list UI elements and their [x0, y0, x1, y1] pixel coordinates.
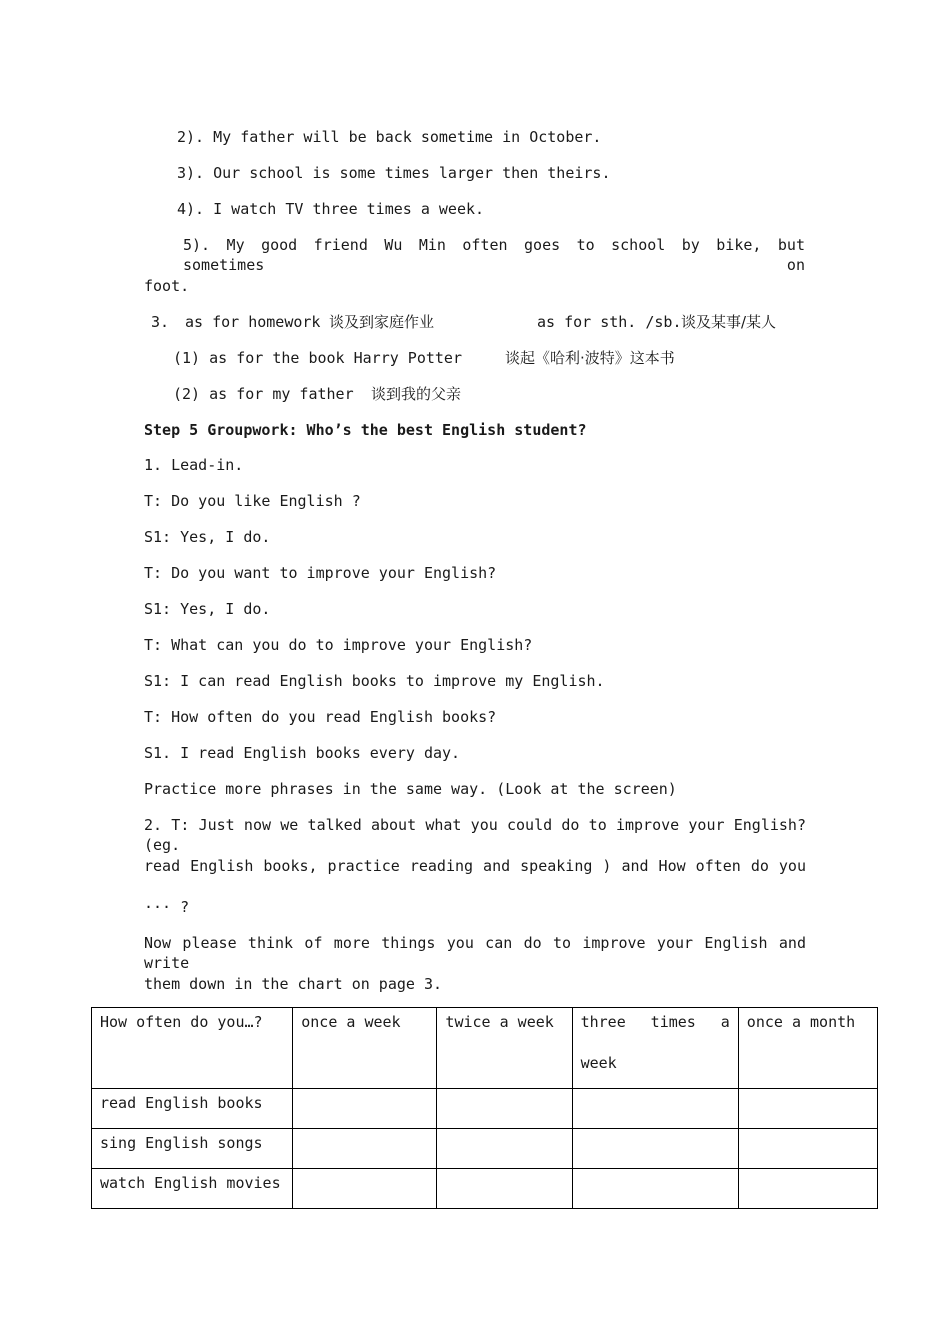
table-cell[interactable] — [437, 1129, 572, 1169]
section-3-phrase-cn: 谈及到家庭作业 — [329, 313, 435, 331]
dialogue-line: T: Do you want to improve your English? — [144, 564, 497, 582]
task-2-line2: read English books, practice reading and speaking ) and How often do you — [144, 857, 806, 875]
table-header-cell: once a month — [738, 1008, 877, 1089]
task-2-line3: ··· ? — [144, 898, 190, 916]
example-2: (2) as for my father — [173, 385, 354, 403]
table-cell[interactable] — [437, 1089, 572, 1129]
table-header-row — [92, 1008, 878, 1089]
sentence-5-line1: 5). My good friend Wu Min often goes to school by bike, but sometimes on — [183, 236, 805, 274]
lead-in: 1. Lead-in. — [144, 456, 244, 474]
table-header-cell: once a week — [293, 1008, 437, 1089]
header-word: a — [720, 1013, 730, 1031]
step-5-heading: Step 5 Groupwork: Who’s the best English student? — [144, 421, 587, 439]
practice-instruction: Practice more phrases in the same way. (Look at the screen) — [144, 780, 677, 798]
table-cell[interactable] — [738, 1089, 877, 1129]
sentence-3: 3). Our school is some times larger then theirs. — [177, 164, 611, 182]
row-label: sing English songs — [92, 1129, 293, 1169]
dialogue-line: S1: Yes, I do. — [144, 600, 271, 618]
sentence-2: 2). My father will be back sometime in October. — [177, 128, 602, 146]
dialogue-line: T: How often do you read English books? — [144, 708, 497, 726]
example-1-cn: 谈起《哈利·波特》这本书 — [505, 349, 675, 367]
frequency-chart — [91, 1007, 878, 1209]
task-2-line1: 2. T: Just now we talked about what you could do to improve your English? (eg. — [144, 816, 806, 854]
table-cell[interactable] — [293, 1129, 437, 1169]
header-word: three — [580, 1013, 626, 1031]
table-cell[interactable] — [738, 1129, 877, 1169]
table-row — [92, 1169, 878, 1209]
instruction-line2: them down in the chart on page 3. — [144, 975, 443, 993]
table-cell[interactable] — [293, 1169, 437, 1209]
table-cell[interactable] — [293, 1089, 437, 1129]
dialogue-line: T: What can you do to improve your English? — [144, 636, 533, 654]
table-cell[interactable] — [738, 1169, 877, 1209]
example-1: (1) as for the book Harry Potter — [173, 349, 462, 367]
dialogue-line: S1. I read English books every day. — [144, 744, 461, 762]
table-header-cell: twice a week — [437, 1008, 572, 1089]
section-3-number: 3. — [151, 313, 170, 331]
table-cell[interactable] — [572, 1089, 738, 1129]
header-word: times — [650, 1013, 696, 1031]
table-row — [92, 1089, 878, 1129]
table-row — [92, 1129, 878, 1169]
sentence-4: 4). I watch TV three times a week. — [177, 200, 485, 218]
dialogue-line: T: Do you like English ? — [144, 492, 361, 510]
instruction-line1: Now please think of more things you can do to improve your English and write — [144, 934, 806, 972]
section-3-phrase: as for homework — [185, 313, 321, 331]
header-word: week — [580, 1054, 617, 1072]
table-header-cell: How often do you…? — [92, 1008, 293, 1089]
table-cell[interactable] — [437, 1169, 572, 1209]
dialogue-line: S1: I can read English books to improve my English. — [144, 672, 605, 690]
table-cell[interactable] — [572, 1129, 738, 1169]
table-header-cell — [572, 1008, 738, 1089]
table-cell[interactable] — [572, 1169, 738, 1209]
sentence-5-line2: foot. — [144, 277, 190, 295]
example-2-cn: 谈到我的父亲 — [371, 385, 462, 403]
section-3-pattern: as for sth. /sb. — [537, 313, 682, 331]
dialogue-line: S1: Yes, I do. — [144, 528, 271, 546]
row-label: read English books — [92, 1089, 293, 1129]
row-label: watch English movies — [92, 1169, 293, 1209]
section-3-pattern-cn: 谈及某事/某人 — [681, 313, 777, 331]
